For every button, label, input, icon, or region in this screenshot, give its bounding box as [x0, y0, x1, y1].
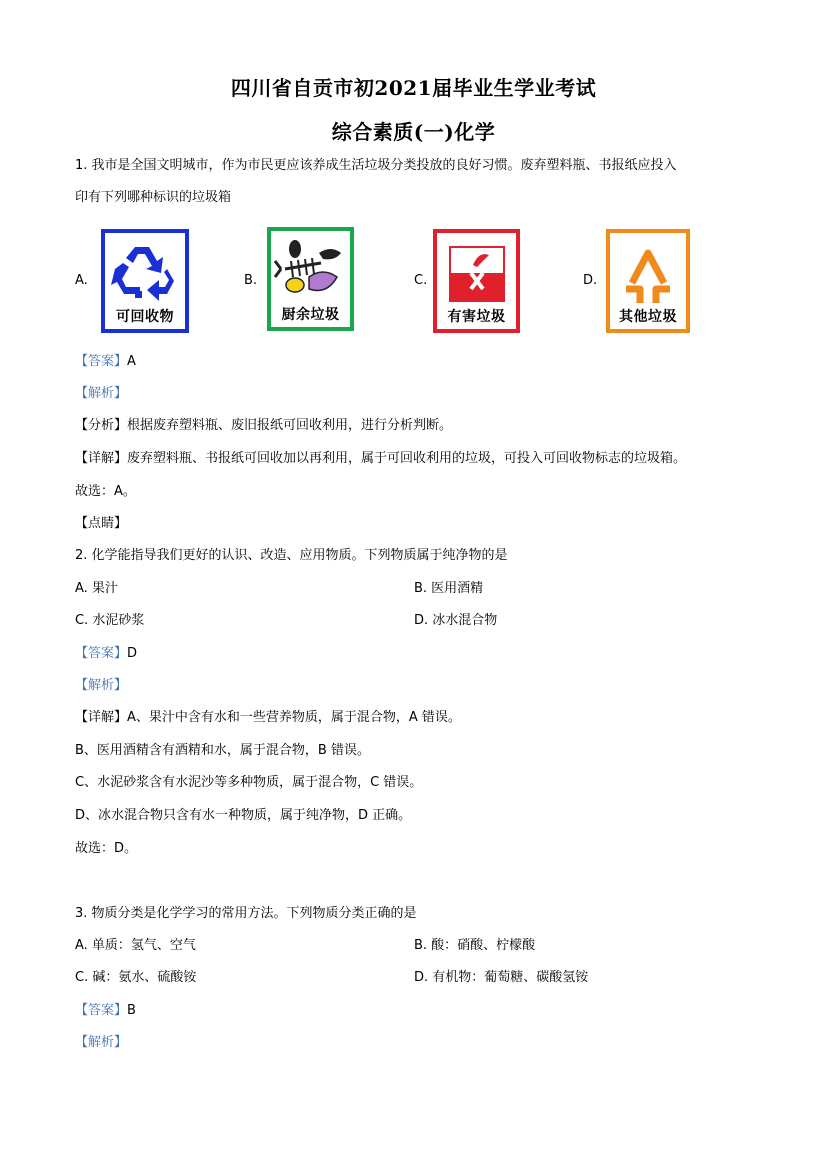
detail-text: 废弃塑料瓶、书报纸可回收加以再利用，属于可回收利用的垃圾，可投入可回收物标志的垃圾箱。 [127, 451, 687, 466]
q3-analysis-tag: 【解析】 [75, 1035, 128, 1050]
q2-analysis-tag: 【解析】 [75, 678, 128, 693]
other-waste-icon [610, 241, 686, 311]
option-d-caption: 其他垃圾 [619, 309, 677, 325]
q1-analysis-tag: 【解析】 [75, 386, 128, 401]
option-a-caption: 可回收物 [116, 309, 174, 325]
q3-answer-row [75, 1002, 136, 1020]
q3-option-c: C. 碱：氨水、硫酸铵 [75, 970, 197, 985]
q1-option-c-letter: C. [414, 273, 428, 288]
recyclable-sign [101, 229, 189, 333]
q2-detail-c: C、水泥砂浆含有水泥沙等多种物质，属于混合物，C 错误。 [75, 775, 423, 790]
detail-text: A、果汁中含有水和一些营养物质，属于混合物，A 错误。 [127, 710, 461, 725]
hazardous-waste-sign [433, 229, 520, 333]
page-subtitle: 综合素质(一)化学 [331, 120, 496, 144]
q2-stem: 2. 化学能指导我们更好的认识、改造、应用物质。下列物质属于纯净物的是 [75, 548, 508, 563]
option-b-caption: 厨余垃圾 [281, 307, 340, 323]
q2-option-c: C. 水泥砂浆 [75, 613, 145, 628]
fish-bone-food-icon [271, 233, 350, 305]
q1-option-a-letter: A. [75, 273, 88, 288]
fenxi-tag: 【分析】 [75, 418, 128, 433]
hazard-icon [437, 243, 516, 313]
q1-option-d-letter: D. [583, 273, 598, 288]
q2-answer-row [75, 645, 137, 663]
q3-option-b: B. 酸：硝酸、柠檬酸 [414, 938, 536, 953]
detail-tag: 【详解】 [75, 710, 128, 725]
answer-value: D [127, 646, 138, 661]
other-waste-sign [606, 229, 690, 333]
q3-option-d: D. 有机物：葡萄糖、碳酸氢铵 [414, 970, 589, 985]
answer-value: A [127, 354, 136, 369]
q2-detail-b: B、医用酒精含有酒精和水，属于混合物，B 错误。 [75, 743, 370, 758]
q1-choose: 故选：A。 [75, 484, 136, 499]
q1-stem-line1: 1. 我市是全国文明城市，作为市民更应该养成生活垃圾分类投放的良好习惯。废弃塑料瓶、书报纸应投入 [75, 158, 677, 173]
q1-comment-tag: 【点睛】 [75, 516, 128, 531]
answer-value: B [127, 1003, 136, 1018]
q1-fenxi-row [75, 417, 452, 435]
detail-tag: 【详解】 [75, 451, 128, 466]
q1-answer-row [75, 353, 136, 371]
q2-option-a: A. 果汁 [75, 581, 118, 596]
option-c-caption: 有害垃圾 [447, 309, 506, 325]
q1-detail-row [75, 450, 686, 468]
food-waste-sign [267, 227, 354, 331]
q2-choose: 故选：D。 [75, 841, 138, 856]
q1-option-b-letter: B. [244, 273, 258, 288]
q3-option-a: A. 单质：氢气、空气 [75, 938, 196, 953]
fenxi-text: 根据废弃塑料瓶、废旧报纸可回收利用，进行分析判断。 [127, 418, 453, 433]
answer-tag: 【答案】 [75, 354, 128, 369]
answer-tag: 【答案】 [75, 646, 128, 661]
q2-detail-a [75, 709, 461, 727]
q2-detail-d: D、冰水混合物只含有水一种物质，属于纯净物，D 正确。 [75, 808, 412, 823]
q2-option-b: B. 医用酒精 [414, 581, 484, 596]
page-title: 四川省自贡市初2021届毕业生学业考试 [230, 76, 597, 100]
q2-option-d: D. 冰水混合物 [414, 613, 498, 628]
answer-tag: 【答案】 [75, 1003, 128, 1018]
q3-stem: 3. 物质分类是化学学习的常用方法。下列物质分类正确的是 [75, 906, 417, 921]
recycle-icon [105, 239, 185, 309]
q1-stem-line2: 印有下列哪种标识的垃圾箱 [75, 190, 232, 205]
